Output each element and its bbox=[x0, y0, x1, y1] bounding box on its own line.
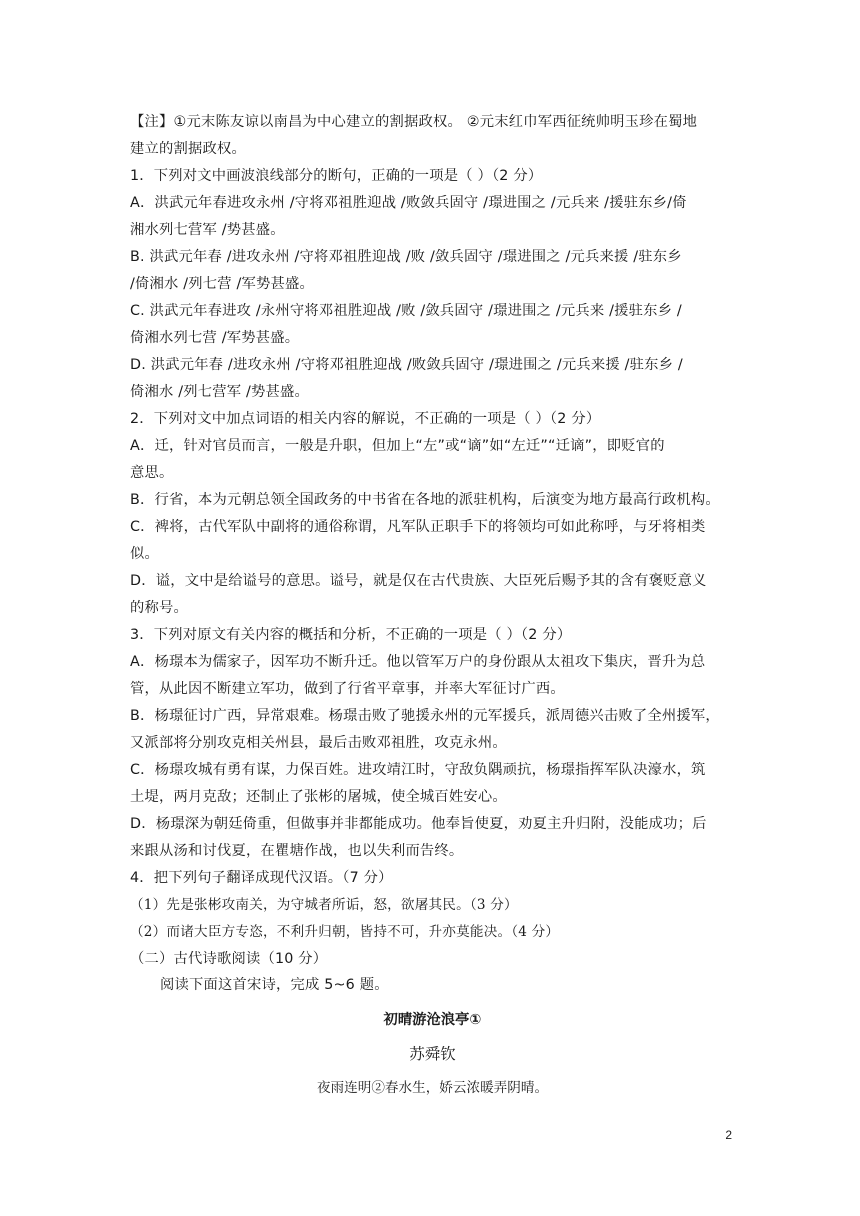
question-4-sentence-1: （1）先是张彬攻南关，为守城者所诟，怒，欲屠其民。（3 分） bbox=[130, 897, 518, 913]
question-3-option-c-cont: 土堤，两月克敌；还制止了张彬的屠城，使全城百姓安心。 bbox=[130, 789, 507, 805]
question-1-option-a-cont: 湘水列七营军 /势甚盛。 bbox=[130, 222, 285, 238]
question-1-stem: 1．下列对文中画波浪线部分的断句，正确的一项是（ ）（2 分） bbox=[130, 168, 543, 184]
question-4-stem: 4．把下列句子翻译成现代汉语。（7 分） bbox=[130, 870, 393, 886]
question-3-option-d: D．杨璟深为朝廷倚重，但做事并非都能成功。他奉旨使夏，劝夏主升归附，没能成功；后 bbox=[130, 816, 707, 832]
question-1-option-b: B. 洪武元年春 /进攻永州 /守将邓祖胜迎战 /败 /敛兵固守 /璟进围之 /元兵来援 /驻东乡 bbox=[130, 249, 682, 265]
question-2-option-d-cont: 的称号。 bbox=[130, 600, 188, 616]
page-number: 2 bbox=[725, 1128, 732, 1142]
question-3-option-d-cont: 来跟从汤和讨伐夏，在瞿塘作战，也以失利而告终。 bbox=[130, 843, 464, 859]
question-3-option-c: C．杨璟攻城有勇有谋，力保百姓。进攻靖江时，守敌负隅顽抗，杨璟指挥军队决濠水，筑 bbox=[130, 762, 706, 778]
question-2-option-a: A．迁，针对官员而言，一般是升职，但加上“左”或“谪”如“左迁”“迁谪”，即贬官的 bbox=[130, 438, 665, 454]
question-2-option-c: C．裨将，古代军队中副将的通俗称谓，凡军队正职手下的将领均可如此称呼，与牙将相类 bbox=[130, 519, 706, 535]
note-line-2: 建立的割据政权。 bbox=[130, 141, 246, 157]
question-1-option-c: C. 洪武元年春进攻 /永州守将邓祖胜迎战 /败 /敛兵固守 /璟进围之 /元兵来 /援驻东乡 / bbox=[130, 303, 682, 319]
question-1-option-d: D. 洪武元年春 /进攻永州 /守将邓祖胜迎战 /败敛兵固守 /璟进围之 /元兵来援 /驻东乡 / bbox=[130, 357, 683, 373]
question-3-option-b: B．杨璟征讨广西，异常艰难。杨璟击败了驰援永州的元军援兵，派周德兴击败了全州援军， bbox=[130, 708, 720, 724]
document-body bbox=[130, 109, 735, 998]
question-2-option-c-cont: 似。 bbox=[130, 546, 159, 562]
question-3-option-a-cont: 管，从此因不断建立军功，做到了行省平章事，并率大军征讨广西。 bbox=[130, 681, 565, 697]
question-2-option-d: D．谥，文中是给谥号的意思。谥号，就是仅在古代贵族、大臣死后赐予其的含有褒贬意义 bbox=[130, 573, 707, 589]
poem-title: 初晴游沧浪亭① bbox=[383, 1012, 482, 1028]
question-2-option-b: B．行省，本为元朝总领全国政务的中书省在各地的派驻机构，后演变为地方最高行政机构。 bbox=[130, 492, 720, 508]
note-line-1: 【注】①元末陈友谅以南昌为中心建立的割据政权。 ②元末红巾军西征统帅明玉珍在蜀地 bbox=[130, 114, 698, 130]
poem-author: 苏舜钦 bbox=[409, 1045, 456, 1063]
question-3-stem: 3．下列对原文有关内容的概括和分析，不正确的一项是（ ）（2 分） bbox=[130, 627, 572, 643]
question-1-option-b-cont: /倚湘水 /列七营 /军势甚盛。 bbox=[130, 276, 315, 292]
question-3-option-b-cont: 又派部将分别攻克相关州县，最后击败邓祖胜，攻克永州。 bbox=[130, 735, 507, 751]
section-2-intro: 阅读下面这首宋诗，完成 5~6 题。 bbox=[160, 977, 389, 993]
question-3-option-a: A．杨璟本为儒家子，因军功不断升迁。他以管军万户的身份跟从太祖攻下集庆，晋升为总 bbox=[130, 654, 706, 670]
question-2-stem: 2．下列对文中加点词语的相关内容的解说，不正确的一项是（ ）（2 分） bbox=[130, 411, 601, 427]
question-4-sentence-2: （2）而诸大臣方专恣，不利升归朝，皆持不可，升亦莫能决。（4 分） bbox=[130, 924, 560, 940]
section-2-heading: （二）古代诗歌阅读（10 分） bbox=[130, 951, 328, 967]
question-1-option-d-cont: 倚湘水 /列七营军 /势甚盛。 bbox=[130, 384, 309, 400]
question-1-option-a: A．洪武元年春进攻永州 /守将邓祖胜迎战 /败敛兵固守 /璟进围之 /元兵来 /援驻东乡/倚 bbox=[130, 195, 687, 211]
question-2-option-a-cont: 意思。 bbox=[130, 465, 174, 481]
question-1-option-c-cont: 倚湘水列七营 /军势甚盛。 bbox=[130, 330, 300, 346]
poem-line-1: 夜雨连明②春水生，娇云浓暖弄阴晴。 bbox=[316, 1080, 549, 1096]
